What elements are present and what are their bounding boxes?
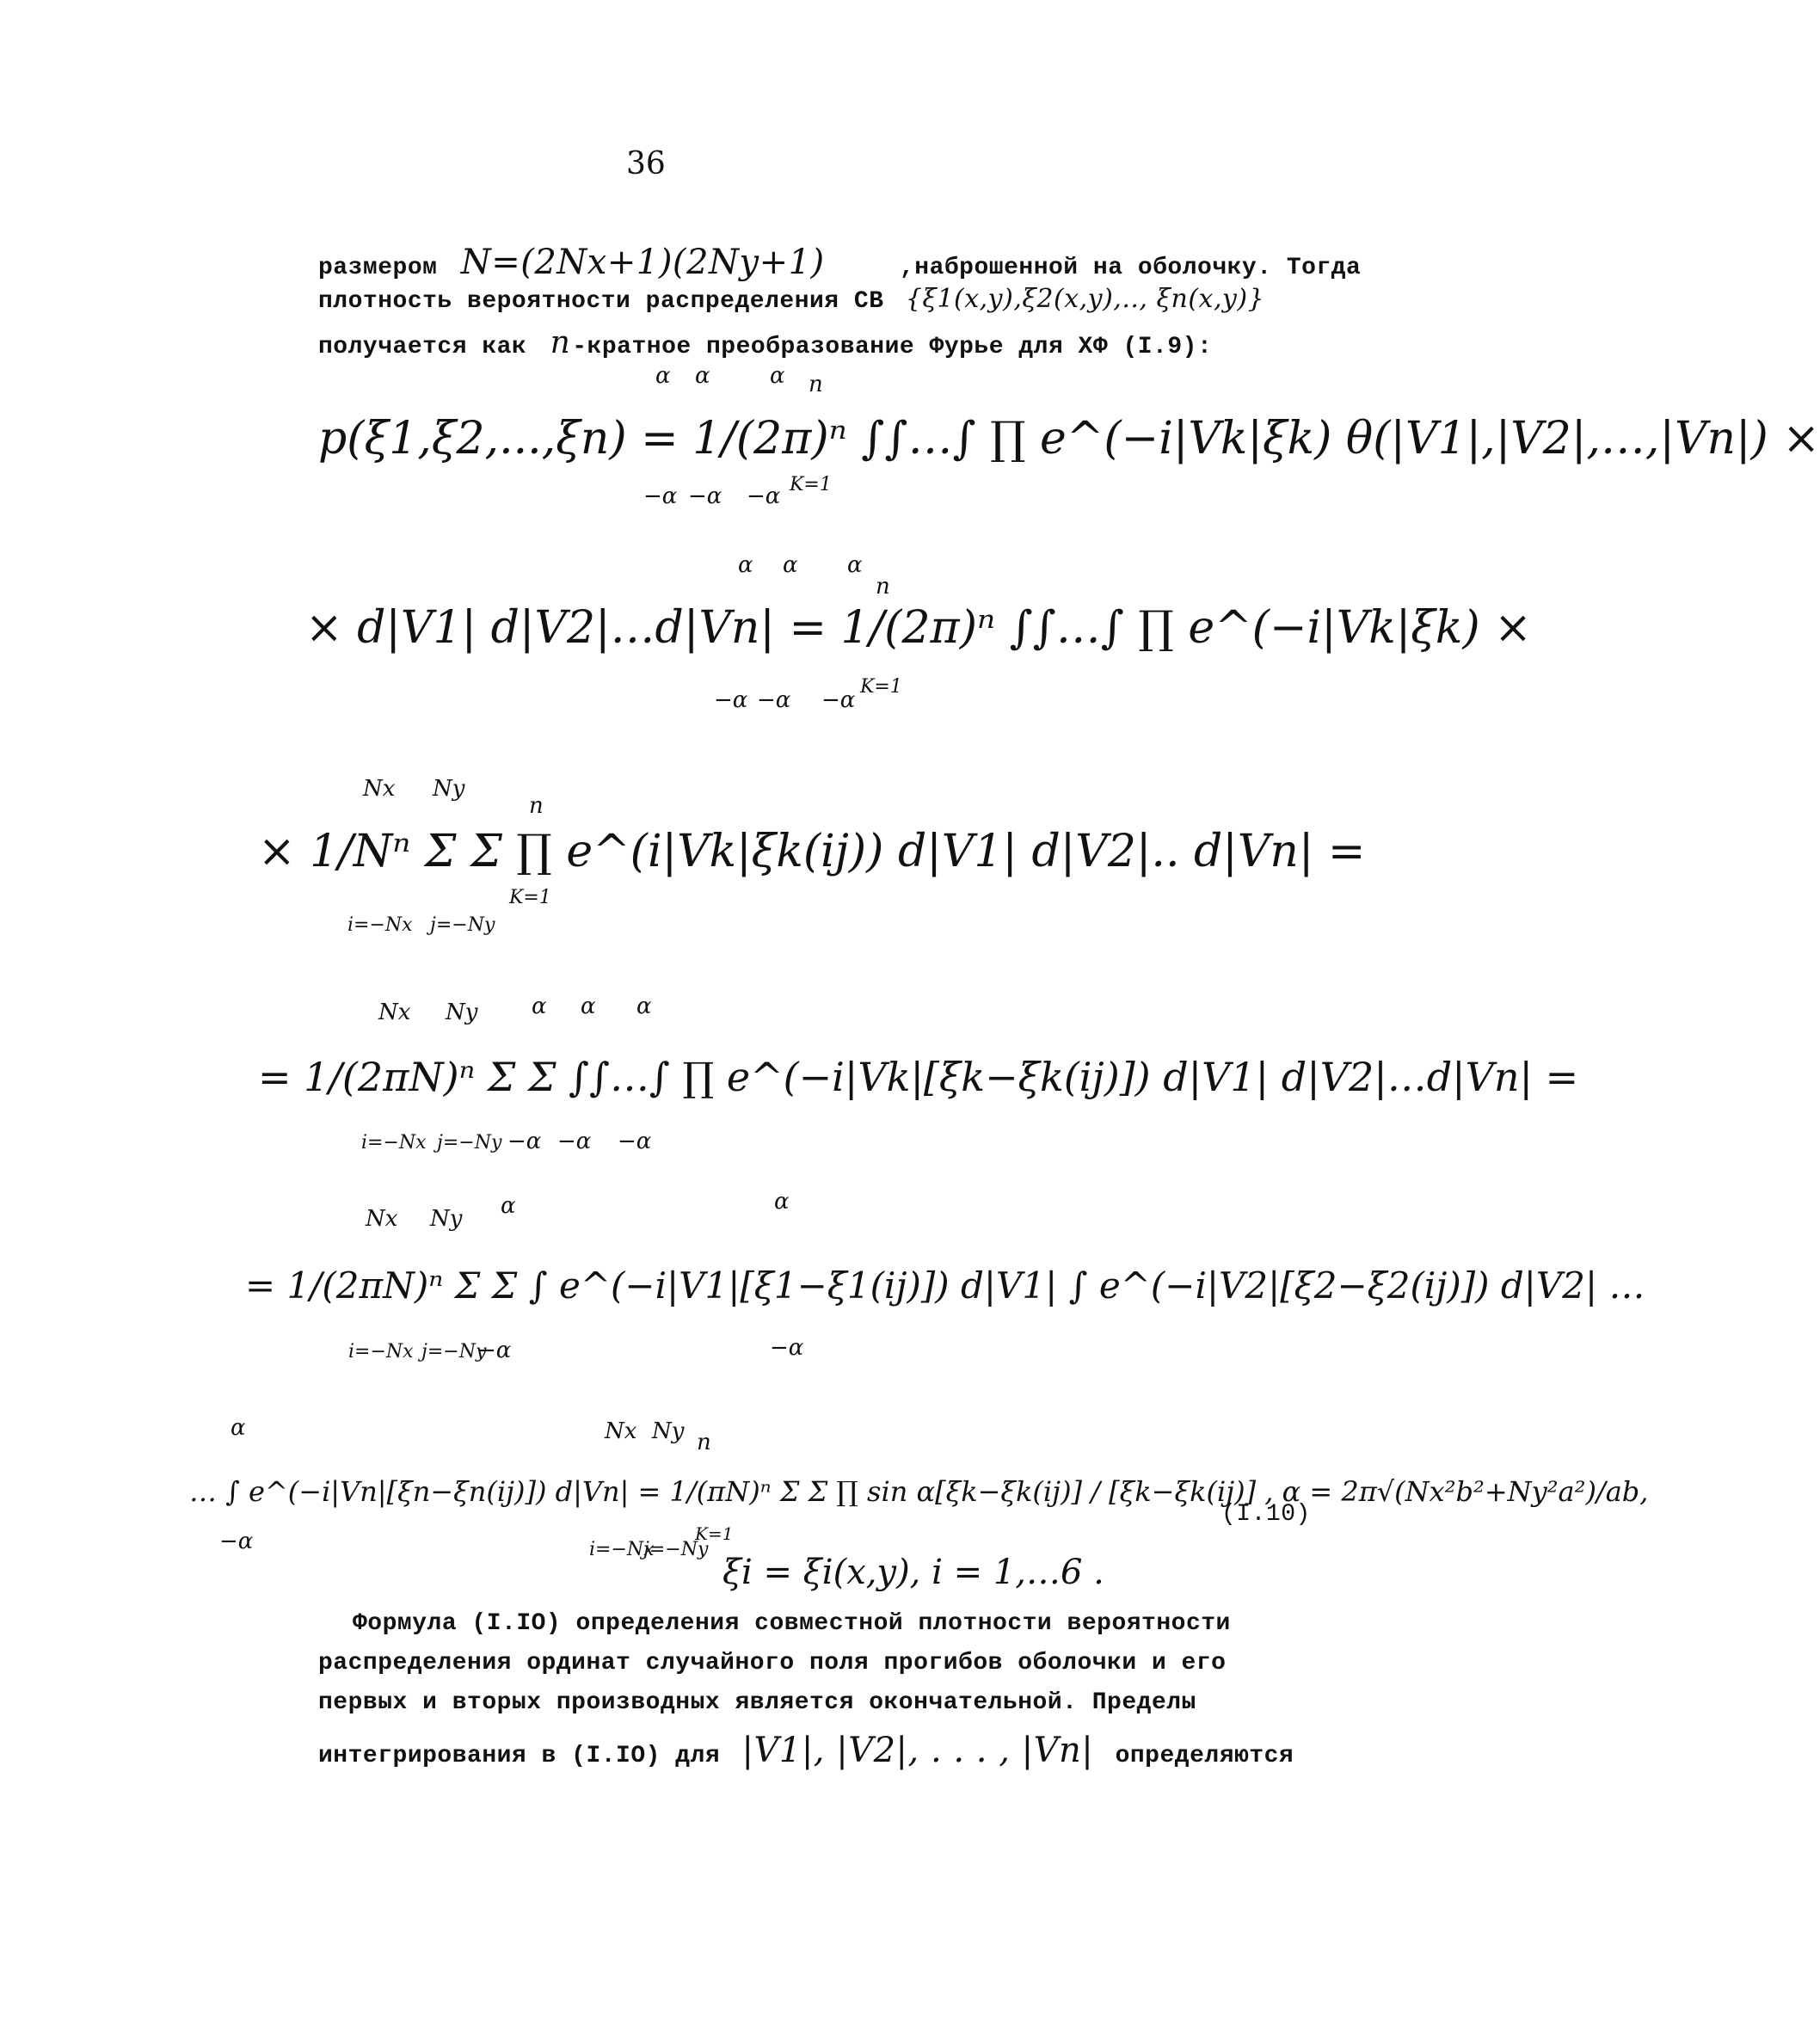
limit-label: Nx [366,1206,398,1232]
formula-V-list: |V1|, |V2|, . . . , |Vn| [741,1731,1094,1770]
limit-label: i=−Nx [348,1341,414,1363]
limit-label: n [876,574,890,600]
intro-text: размером [318,255,438,281]
limit-label: α [774,1189,790,1215]
limit-label: Ny [446,1000,478,1025]
limit-label: α [532,994,547,1019]
limit-label: i=−Nx [361,1132,427,1153]
limit-label: −α [714,687,748,713]
intro-text: -кратное преобразование Фурье для ХФ (I.9): [572,334,1213,360]
limit-label: j=−Ny [421,1341,487,1363]
limit-label: −α [618,1129,652,1154]
intro-text: получается как [318,334,527,360]
equation-5: = 1/(2πN)ⁿ Σ Σ ∫ e^(−i|V1|[ξ1−ξ1(ij)]) d|V1| ∫ e^(−i|V2|[ξ2−ξ2(ij)]) d|V2| … [245,1264,1645,1307]
equation-tag: (I.10) [1221,1501,1311,1528]
limit-label: −α [477,1338,512,1363]
limit-label: −α [747,483,781,509]
limit-label: j=−Ny [430,914,495,936]
para-line-1: Формула (I.IO) определения совместной плотности вероятности [353,1610,1231,1637]
equation-6-body: … ∫ e^(−i|Vn|[ξn−ξn(ij)]) d|Vn| = 1/(πN)ⁿ Σ Σ ∏ sin α[ξk−ξk(ij)] / [ξk−ξk(ij)] , α = 2π√(Nx²b²+Ny²a²)/ab, [189,1475,1649,1508]
equation-3: × 1/Nⁿ Σ Σ ∏ e^(i|Vk|ξk(ij)) d|V1| d|V2|.. d|Vn| = [258,826,1366,877]
limit-label: α [501,1193,516,1219]
limit-label: K=1 [790,474,832,495]
limit-label: −α [507,1129,542,1154]
limit-label: α [738,552,753,578]
para-text: определяются [1115,1743,1294,1769]
equation-2: × d|V1| d|V2|…d|Vn| = 1/(2π)ⁿ ∫∫…∫ ∏ e^(−i|Vk|ξk) × [305,602,1532,654]
limit-label: α [695,363,710,389]
limit-label: Ny [433,776,465,802]
limit-label: Ny [430,1206,463,1232]
equation-6 [189,1475,1648,1508]
limit-label: K=1 [860,676,902,698]
limit-label: Ny [652,1418,685,1444]
para-line-4 [318,1731,1294,1770]
limit-label: Nx [363,776,396,802]
limit-label: j=−Ny [643,1539,709,1560]
limit-label: n [809,372,823,397]
equation-1: p(ξ1,ξ2,...,ξn) = 1/(2π)ⁿ ∫∫…∫ ∏ e^(−i|Vk|ξk) θ(|V1|,|V2|,…,|Vn|) × [318,413,1820,464]
limit-label: K=1 [509,887,551,908]
limit-label: −α [757,687,791,713]
limit-label: −α [688,483,722,509]
para-line-3: первых и вторых производных является окончательной. Пределы [318,1689,1196,1716]
limit-label: α [847,552,863,578]
limit-label: −α [643,483,678,509]
limit-label: i=−Nx [589,1539,655,1560]
limit-label: α [770,363,785,389]
formula-n: n [550,325,571,360]
limit-label: n [529,793,544,819]
para-line-2: распределения ординат случайного поля прогибов оболочки и его [318,1650,1227,1676]
equation-4: = 1/(2πN)ⁿ Σ Σ ∫∫…∫ ∏ e^(−i|Vk|[ξk−ξk(ij)]) d|V1| d|V2|…d|Vn| = [258,1054,1579,1100]
limit-label: α [581,994,596,1019]
limit-label: Nx [378,1000,411,1025]
formula-N: N=(2Nx+1)(2Ny+1) [460,243,825,282]
limit-label: j=−Ny [437,1132,502,1153]
limit-label: −α [770,1335,804,1361]
limit-label: −α [821,687,856,713]
limit-label: −α [219,1529,254,1554]
formula-xi-set: {ξ1(x,y),ξ2(x,y),.., ξn(x,y)} [905,284,1265,314]
limit-label: −α [557,1129,592,1154]
limit-label: Nx [605,1418,637,1444]
page-number: 36 [626,146,666,181]
limit-label: α [636,994,652,1019]
intro-text: плотность вероятности распределения СВ [318,288,884,315]
intro-text: ,наброшенной на оболочку. Тогда [899,255,1362,281]
limit-label: α [655,363,671,389]
limit-label: K=1 [695,1523,734,1544]
limit-label: i=−Nx [347,914,413,936]
para-text: интегрирования в (I.IO) для [318,1743,721,1769]
limit-label: α [231,1415,246,1441]
limit-label: α [783,552,798,578]
limit-label: n [697,1430,711,1455]
equation-7: ξi = ξi(x,y), i = 1,…6 . [722,1553,1104,1592]
